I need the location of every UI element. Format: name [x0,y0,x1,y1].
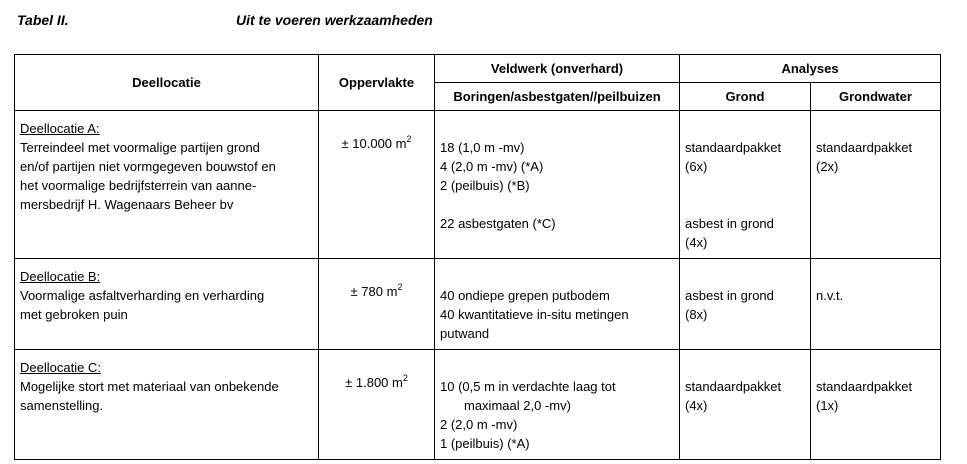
deellocatie-cell: Deellocatie B: Voormalige asfaltverharding en verharding met gebroken puin [15,259,319,350]
grond-cell: standaardpakket (4x) [680,350,811,460]
area-cell: ± 780 $m^2$ [319,259,435,350]
grond-cell: asbest in grond (8x) [680,259,811,350]
header-oppervlakte: Oppervlakte [319,55,435,111]
header-veldwerk: Veldwerk (onverhard) [435,55,680,83]
header-analyses: Analyses [680,55,941,83]
deellocatie-cell: Deellocatie A: Terreindeel met voormalige partijen grond en/of partijen niet vormgegeven bouwstof en het voormalige bedrijfsterrein van aanne- mersbedrijf H. Wagenaars Beheer bv [15,111,319,259]
veldwerk-cell: 40 ondiepe grepen putbodem 40 kwantitatieve in-situ metingen putwand [435,259,680,350]
table-title: Uit te voeren werkzaamheden [236,12,433,28]
veldwerk-cell: 18 (1,0 m -mv) 4 (2,0 m -mv) (*A) 2 (peilbuis) (*B) 22 asbestgaten (*C) [435,111,680,259]
table-row [15,111,941,259]
header-grond: Grond [680,83,811,111]
header-veldwerk-sub: Boringen/asbestgaten//peilbuizen [435,83,680,111]
grondwater-cell: n.v.t. [811,259,941,350]
grondwater-cell: standaardpakket (2x) [811,111,941,259]
veldwerk-cell: 10 (0,5 m in verdachte laag tot maximaal 2,0 -mv) 2 (2,0 m -mv) 1 (peilbuis) (*A) [435,350,680,460]
area-cell: ± 1.800 $m^2$ [319,350,435,460]
deellocatie-cell: Deellocatie C: Mogelijke stort met materiaal van onbekende samenstelling. [15,350,319,460]
table-row [15,259,941,350]
table-label: Tabel II. [17,12,69,28]
grond-cell: standaardpakket (6x) asbest in grond (4x) [680,111,811,259]
deellocatie-title: Deellocatie A: [20,121,100,136]
deellocatie-title: Deellocatie B: [20,269,101,284]
header-grondwater: Grondwater [811,83,941,111]
deellocatie-title: Deellocatie C: [20,360,101,375]
work-table [14,54,941,460]
grondwater-cell: standaardpakket (1x) [811,350,941,460]
area-cell: ± 10.000 $m^2$ [319,111,435,259]
table-row [15,350,941,460]
header-deellocatie: Deellocatie [15,55,319,111]
